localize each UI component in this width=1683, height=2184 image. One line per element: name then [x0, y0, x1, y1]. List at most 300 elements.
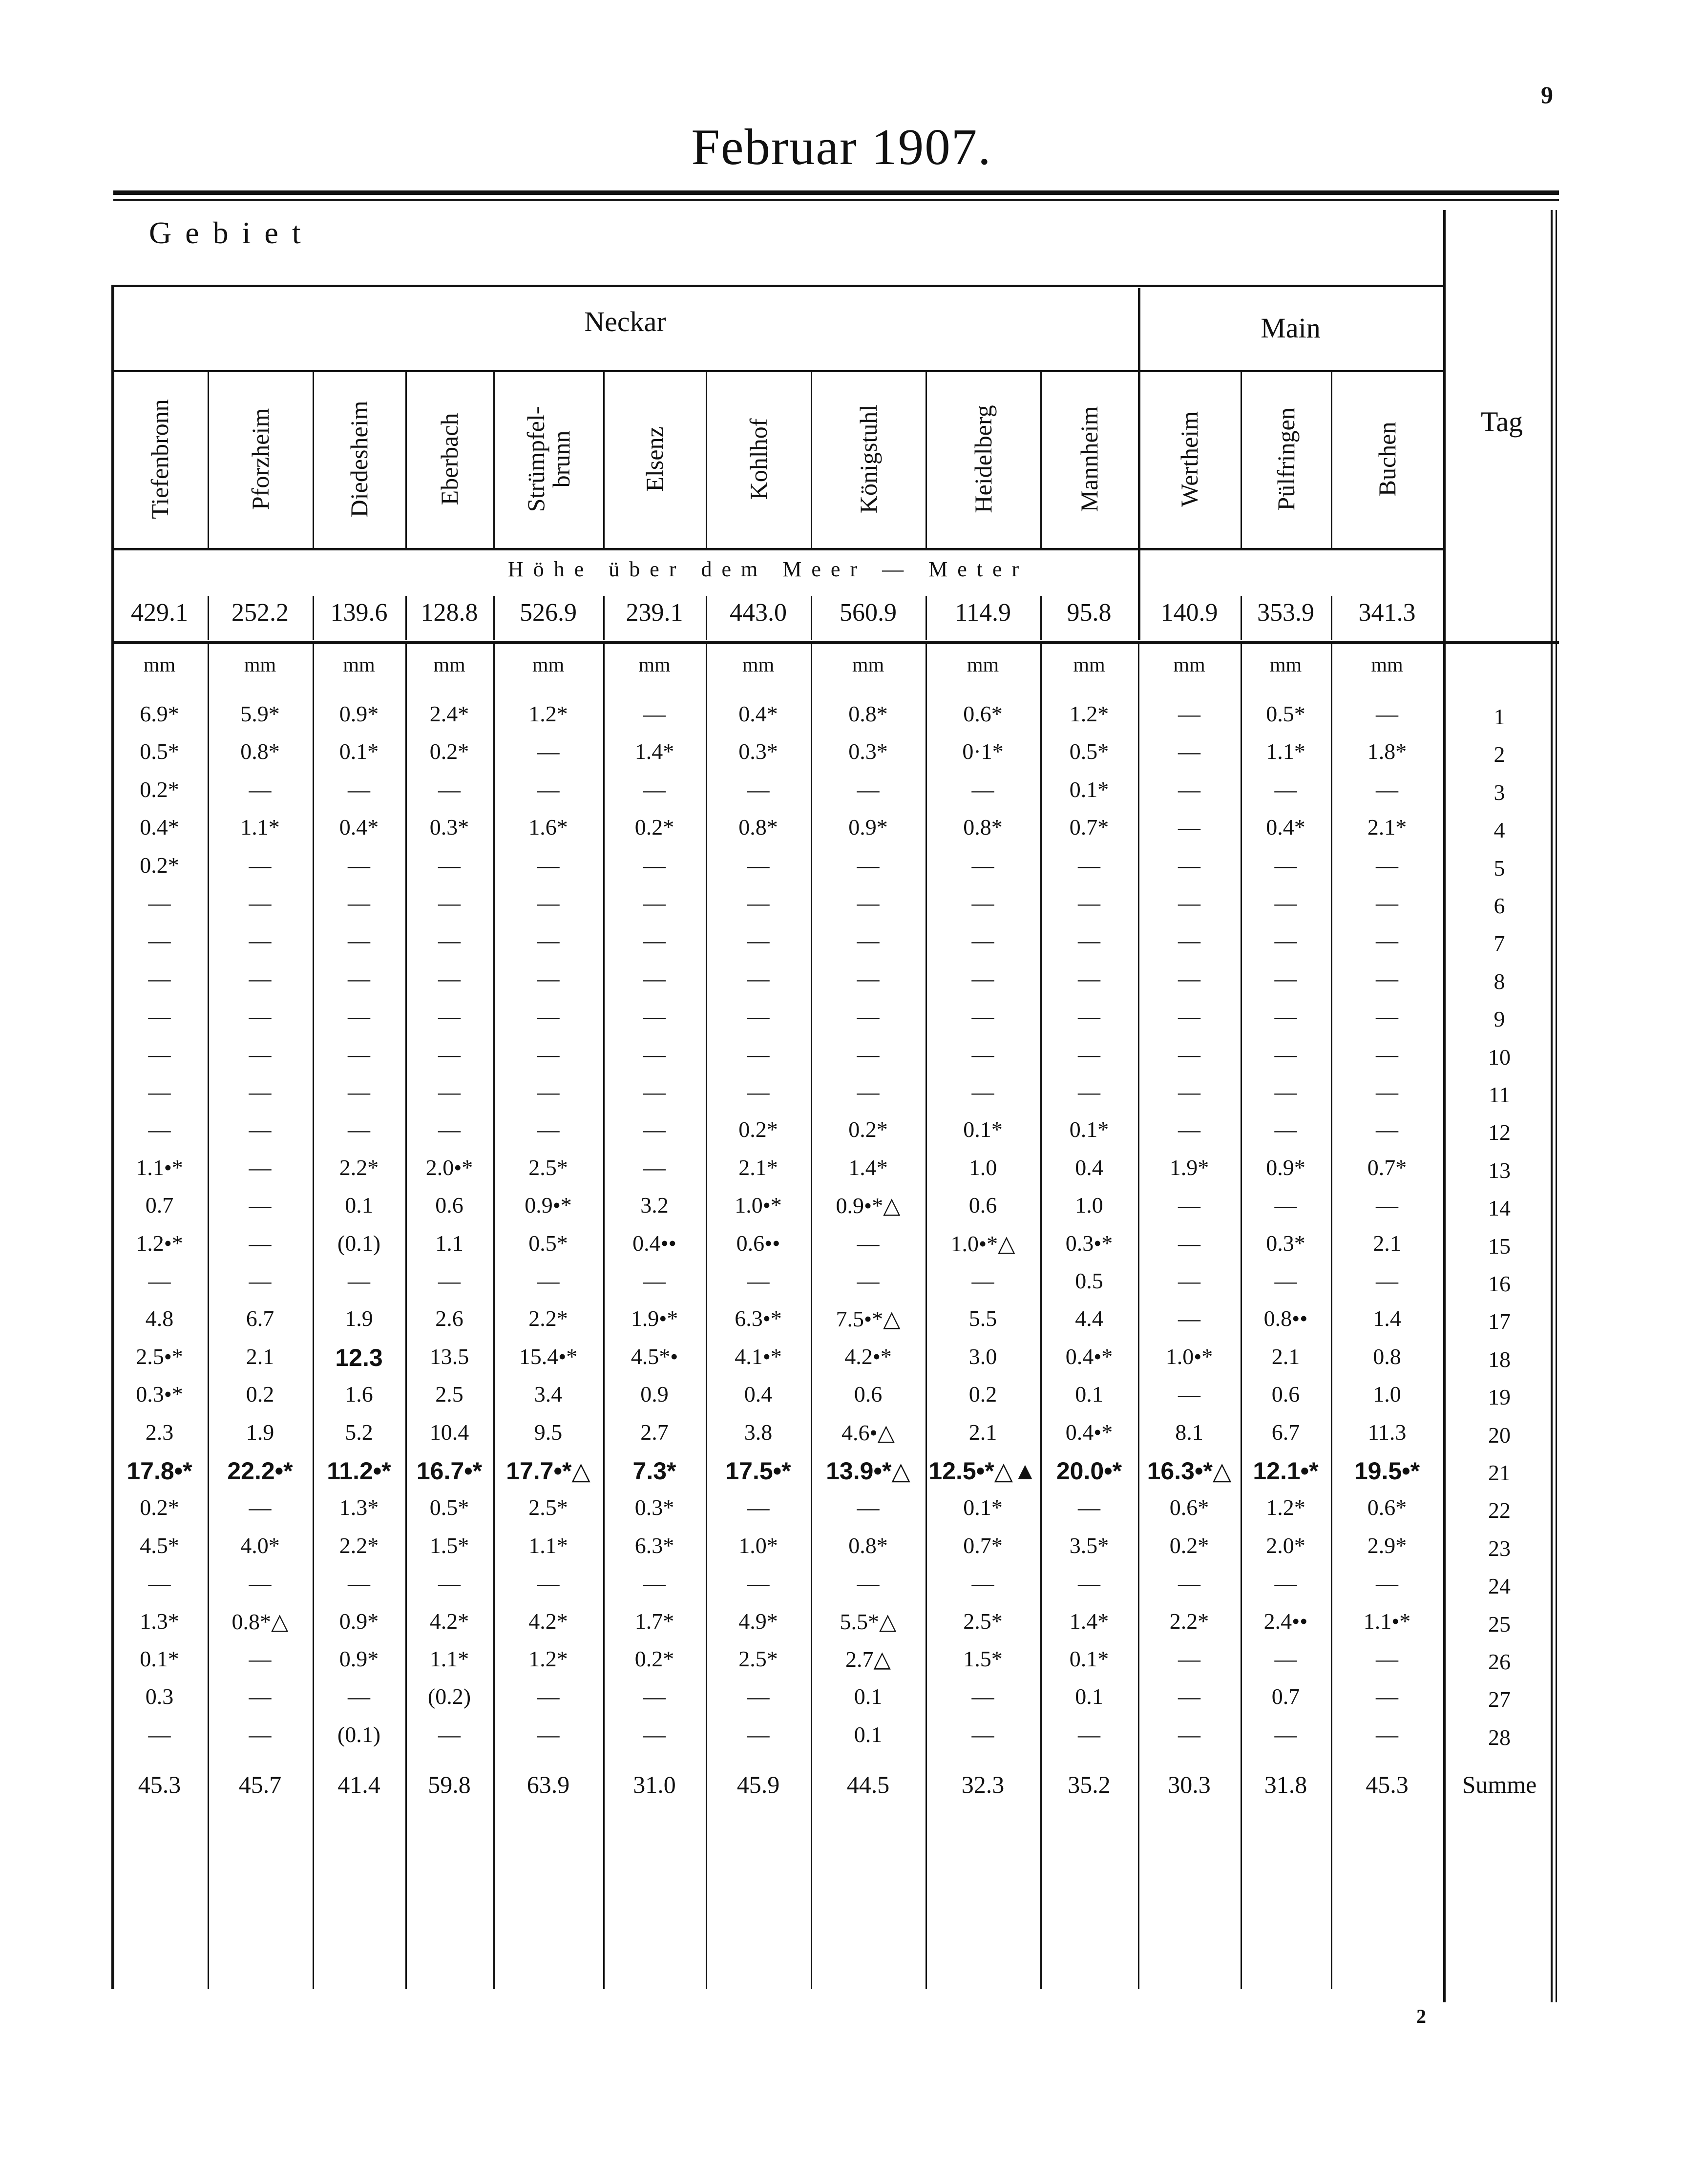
day-number: 8: [1494, 968, 1505, 994]
table-cell: 1.0•*: [1165, 1344, 1213, 1369]
table-cell: 1.8*: [1367, 739, 1407, 764]
table-cell: 2.0*: [1266, 1533, 1305, 1558]
table-cell: —: [857, 890, 880, 915]
table-cell: —: [971, 777, 994, 802]
table-cell: 0.8*: [848, 701, 888, 726]
table-cell: —: [747, 1684, 770, 1709]
station-col-divider: [493, 370, 495, 548]
station-elevation: 128.8: [421, 599, 478, 627]
table-cell: 16.3•*△: [1147, 1457, 1232, 1485]
table-cell: 1.1*: [429, 1646, 469, 1671]
table-cell: 1.2*: [528, 1646, 568, 1671]
table-cell: —: [1178, 1041, 1200, 1067]
table-cell: —: [1078, 1571, 1100, 1596]
table-cell: 0.9*: [339, 701, 379, 726]
table-cell: 0.9*: [848, 815, 888, 840]
table-cell: 0.1: [1075, 1382, 1103, 1407]
table-cell: 13.5: [429, 1344, 469, 1369]
table-cell: 0.7: [1271, 1684, 1300, 1709]
table-cell: —: [537, 928, 560, 953]
table-cell: 2.2*: [1169, 1608, 1209, 1634]
table-cell: —: [1078, 1004, 1100, 1029]
table-cell: 22.2•*: [227, 1457, 293, 1485]
table-cell: 3.8: [744, 1419, 773, 1445]
table-cell: 2.5*: [528, 1155, 568, 1180]
table-cell: 0.6*: [963, 701, 1003, 726]
table-cell: —: [438, 966, 461, 991]
table-cell: 0.8*: [963, 815, 1003, 840]
table-cell: —: [643, 1117, 666, 1142]
table-cell: —: [1078, 1722, 1100, 1747]
table-cell: —: [1274, 1041, 1297, 1067]
table-cell: 2.5*: [738, 1646, 778, 1671]
unit-label: mm: [1173, 654, 1205, 676]
table-cell: —: [249, 1571, 272, 1596]
sum-cell: 45.3: [138, 1771, 181, 1798]
day-number: 23: [1488, 1535, 1511, 1561]
table-cell: —: [1178, 1193, 1200, 1218]
table-cell: 0.3*: [429, 815, 469, 840]
table-cell: —: [971, 1041, 994, 1067]
table-cell: —: [857, 1495, 880, 1520]
day-number: 1: [1494, 704, 1505, 729]
day-number: 27: [1488, 1687, 1511, 1712]
table-cell: 1.6: [345, 1382, 373, 1407]
table-cell: 0.1*: [963, 1495, 1003, 1520]
table-cell: 0.3*: [738, 739, 778, 764]
table-cell: —: [148, 1571, 171, 1596]
table-cell: —: [1178, 1004, 1200, 1029]
page-number: 9: [1541, 81, 1553, 108]
table-cell: 3.5*: [1069, 1533, 1109, 1558]
day-number: 25: [1488, 1611, 1511, 1637]
table-cell: —: [1178, 1306, 1200, 1331]
station-elevation: 560.9: [840, 599, 897, 627]
table-cell: 1.1*: [240, 815, 280, 840]
table-cell: —: [1274, 1079, 1297, 1104]
table-cell: 0.1*: [1069, 1646, 1109, 1671]
table-cell: —: [1376, 701, 1398, 726]
table-cell: 4.2*: [528, 1608, 568, 1634]
table-cell: —: [1376, 1041, 1398, 1067]
table-cell: 2.1: [968, 1419, 997, 1445]
table-cell: 7.5•*△: [836, 1306, 901, 1332]
station-header: Mannheim: [1075, 406, 1103, 512]
table-cell: 1.2*: [1266, 1495, 1305, 1520]
table-cell: —: [643, 1571, 666, 1596]
day-number: 24: [1488, 1574, 1511, 1599]
table-cell: —: [1376, 1646, 1398, 1671]
table-cell: 0.8*: [848, 1533, 888, 1558]
station-col-divider: [208, 370, 209, 548]
table-cell: 4.9*: [738, 1608, 778, 1634]
unit-label: mm: [742, 654, 775, 676]
table-cell: 0.2*: [1169, 1533, 1209, 1558]
height-label: Höhe über dem Meer — Meter: [508, 557, 1029, 581]
table-cell: —: [747, 852, 770, 878]
units-top-rule: [113, 641, 1559, 644]
table-cell: —: [348, 966, 370, 991]
station-header: Heidelberg: [969, 405, 997, 513]
station-elevation: 252.2: [231, 599, 289, 627]
table-cell: 1.1*: [1266, 739, 1305, 764]
table-cell: 1.1: [435, 1230, 463, 1256]
table-cell: —: [643, 852, 666, 878]
table-cell: 11.2•*: [327, 1457, 391, 1485]
table-cell: —: [249, 928, 272, 953]
day-number: 22: [1488, 1498, 1511, 1523]
table-cell: —: [643, 966, 666, 991]
station-elevation: 429.1: [131, 599, 188, 627]
table-cell: —: [643, 928, 666, 953]
table-cell: 2.5•*: [136, 1344, 183, 1369]
table-cell: —: [971, 1571, 994, 1596]
table-cell: 2.4••: [1263, 1608, 1308, 1634]
table-cell: —: [249, 1495, 272, 1520]
day-number: 14: [1488, 1196, 1511, 1221]
table-cell: 17.8•*: [126, 1457, 192, 1485]
table-cell: —: [148, 1041, 171, 1067]
table-cell: 1.0*: [738, 1533, 778, 1558]
table-cell: —: [1274, 1117, 1297, 1142]
table-cell: 1.0•*: [735, 1193, 782, 1218]
table-cell: 0.3•*: [136, 1382, 183, 1407]
table-cell: (0.1): [337, 1722, 381, 1747]
table-cell: —: [971, 966, 994, 991]
table-cell: —: [1178, 852, 1200, 878]
table-cell: —: [148, 1268, 171, 1293]
day-number: 28: [1488, 1724, 1511, 1750]
station-header: Kohlhof: [744, 418, 772, 500]
table-cell: 4.5*•: [631, 1344, 678, 1369]
table-cell: —: [438, 1571, 461, 1596]
table-cell: —: [1178, 1079, 1200, 1104]
table-cell: 0.6: [1271, 1382, 1300, 1407]
table-cell: 0.5*: [528, 1230, 568, 1256]
table-cell: —: [747, 777, 770, 802]
table-cell: —: [747, 1268, 770, 1293]
table-cell: 2.9*: [1367, 1533, 1407, 1558]
table-cell: 20.0•*: [1056, 1457, 1122, 1485]
day-number: 16: [1488, 1271, 1511, 1296]
table-cell: 0.7*: [963, 1533, 1003, 1558]
table-cell: 4.5*: [140, 1533, 179, 1558]
table-cell: 0.2: [246, 1382, 274, 1407]
table-cell: 2.5*: [528, 1495, 568, 1520]
table-cell: 1.4*: [848, 1155, 888, 1180]
table-cell: —: [537, 852, 560, 878]
table-cell: 2.1*: [1367, 815, 1407, 840]
table-cell: 12.1•*: [1253, 1457, 1319, 1485]
table-cell: —: [857, 1041, 880, 1067]
station-header: Pülfringen: [1272, 407, 1300, 511]
table-cell: 4.2•*: [844, 1344, 892, 1369]
table-cell: 1.3*: [140, 1608, 179, 1634]
table-cell: —: [348, 928, 370, 953]
station-header: Eberbach: [436, 413, 463, 505]
table-cell: 4.2*: [429, 1608, 469, 1634]
day-number: 21: [1488, 1460, 1511, 1485]
table-cell: 2.6: [435, 1306, 463, 1331]
table-cell: —: [1376, 966, 1398, 991]
table-cell: —: [1376, 1722, 1398, 1747]
table-cell: 3.2: [640, 1193, 669, 1218]
table-cell: —: [1178, 1117, 1200, 1142]
table-cell: —: [537, 1684, 560, 1709]
station-header: Diedesheim: [345, 400, 373, 518]
table-cell: 5.5: [968, 1306, 997, 1331]
group-main-label: Main: [1261, 312, 1321, 344]
station-header: Elsenz: [641, 426, 668, 492]
table-cell: 0.6: [968, 1193, 997, 1218]
table-cell: —: [537, 1117, 560, 1142]
table-cell: —: [249, 1230, 272, 1256]
table-cell: —: [1078, 852, 1100, 878]
sum-cell: 45.3: [1366, 1771, 1409, 1798]
table-cell: —: [348, 1041, 370, 1067]
station-col-divider: [706, 370, 707, 548]
table-cell: 2.1: [1373, 1230, 1401, 1256]
table-cell: 0.2*: [634, 815, 674, 840]
table-cell: 0.9*: [339, 1646, 379, 1671]
table-cell: —: [1178, 701, 1200, 726]
table-cell: 2.4*: [429, 701, 469, 726]
table-cell: 2.5: [435, 1382, 463, 1407]
day-number: 15: [1488, 1233, 1511, 1259]
sum-cell: 32.3: [961, 1771, 1005, 1798]
station-col-divider: [1241, 370, 1242, 548]
table-cell: —: [438, 1722, 461, 1747]
table-cell: —: [249, 1004, 272, 1029]
table-cell: —: [1274, 928, 1297, 953]
station-col-divider: [405, 370, 407, 548]
table-cell: 4.6•△: [842, 1420, 895, 1445]
table-cell: 1.6*: [528, 815, 568, 840]
table-cell: —: [1376, 928, 1398, 953]
table-cell: —: [971, 852, 994, 878]
table-cell: 6.7: [1271, 1419, 1300, 1445]
table-cell: 0.5*: [429, 1495, 469, 1520]
station-elevation: 95.8: [1067, 599, 1112, 627]
table-cell: 12.3: [335, 1344, 383, 1371]
table-cell: —: [249, 1041, 272, 1067]
sum-cell: 44.5: [846, 1771, 890, 1798]
table-cell: 4.0*: [240, 1533, 280, 1558]
table-cell: 0.3*: [1266, 1230, 1305, 1256]
table-cell: —: [1078, 890, 1100, 915]
table-cell: —: [249, 1117, 272, 1142]
table-cell: 0.2*: [140, 1495, 179, 1520]
table-cell: —: [1376, 1193, 1398, 1218]
table-cell: —: [1078, 928, 1100, 953]
table-cell: —: [1178, 1571, 1200, 1596]
table-cell: —: [1078, 1041, 1100, 1067]
table-cell: —: [643, 1041, 666, 1067]
unit-label: mm: [143, 654, 176, 676]
table-cell: 0.4•*: [1065, 1419, 1113, 1445]
table-cell: —: [1178, 1230, 1200, 1256]
station-elevation: 239.1: [626, 599, 683, 627]
sum-label: Summe: [1462, 1771, 1537, 1798]
table-cell: —: [1274, 1722, 1297, 1747]
station-elevation: 140.9: [1160, 599, 1218, 627]
table-cell: —: [348, 852, 370, 878]
table-cell: —: [1376, 777, 1398, 802]
sum-cell: 41.4: [337, 1771, 380, 1798]
table-cell: 0.2*: [848, 1117, 888, 1142]
footer-mark: 2: [1416, 2005, 1426, 2027]
table-cell: —: [857, 928, 880, 953]
table-cell: 1.0: [1373, 1382, 1401, 1407]
table-cell: —: [148, 928, 171, 953]
table-cell: 0.1*: [140, 1646, 179, 1671]
table-cell: —: [537, 1722, 560, 1747]
group-top-rule: [113, 285, 1444, 287]
sum-cell: 45.9: [736, 1771, 780, 1798]
unit-label: mm: [967, 654, 999, 676]
table-cell: 0.4•*: [1065, 1344, 1113, 1369]
table-cell: 11.3: [1367, 1419, 1407, 1445]
table-cell: —: [857, 1230, 880, 1256]
sum-cell: 35.2: [1068, 1771, 1111, 1798]
table-cell: —: [643, 1079, 666, 1104]
table-cell: 1.2•*: [136, 1230, 183, 1256]
table-cell: —: [747, 1571, 770, 1596]
table-cell: —: [1178, 777, 1200, 802]
table-cell: —: [857, 852, 880, 878]
table-cell: —: [1274, 1004, 1297, 1029]
day-number: 3: [1494, 779, 1505, 805]
table-cell: 4.8: [145, 1306, 174, 1331]
table-cell: 13.9•*△: [826, 1457, 910, 1485]
table-cell: —: [537, 1041, 560, 1067]
table-cell: —: [747, 1004, 770, 1029]
table-cell: 0.6: [854, 1382, 883, 1407]
station-elevation: 526.9: [520, 599, 577, 627]
table-cell: 2.2*: [528, 1306, 568, 1331]
unit-label: mm: [433, 654, 465, 676]
station-col-divider: [1138, 370, 1139, 548]
table-cell: 6.3•*: [735, 1306, 782, 1331]
table-cell: 1.9*: [1169, 1155, 1209, 1180]
table-cell: —: [747, 890, 770, 915]
table-cell: —: [1376, 890, 1398, 915]
table-cell: 15.4•*: [519, 1344, 578, 1369]
table-cell: 12.5•*△▲: [928, 1457, 1037, 1485]
table-cell: 3.4: [534, 1382, 563, 1407]
table-cell: 0.1: [1075, 1684, 1103, 1709]
table-cell: —: [249, 777, 272, 802]
table-cell: 0.7*: [1367, 1155, 1407, 1180]
table-cell: 0·1*: [962, 739, 1004, 764]
table-cell: 1.2*: [1069, 701, 1109, 726]
sum-cell: 31.8: [1264, 1771, 1307, 1798]
table-cell: 17.7•*△: [506, 1457, 590, 1485]
table-cell: —: [148, 1079, 171, 1104]
day-number: 4: [1494, 818, 1505, 843]
table-cell: —: [438, 890, 461, 915]
table-cell: 3.0: [968, 1344, 997, 1369]
top-double-rule: [113, 190, 1559, 195]
station-header: Tiefenbronn: [146, 399, 173, 519]
table-cell: 6.3*: [634, 1533, 674, 1558]
station-elevation: 353.9: [1257, 599, 1314, 627]
table-cell: 5.9*: [240, 701, 280, 726]
table-cell: 0.3*: [634, 1495, 674, 1520]
table-cell: 0.9•*: [525, 1193, 572, 1218]
table-cell: 16.7•*: [416, 1457, 483, 1485]
table-cell: —: [643, 701, 666, 726]
table-cell: 0.2*: [429, 739, 469, 764]
table-cell: —: [438, 1117, 461, 1142]
table-cell: 0.1: [854, 1722, 883, 1747]
table-cell: 0.6*: [1169, 1495, 1209, 1520]
table-cell: 1.0: [1075, 1193, 1103, 1218]
table-cell: —: [971, 1004, 994, 1029]
table-cell: 0.5*: [1266, 701, 1305, 726]
table-cell: 1.5*: [429, 1533, 469, 1558]
table-cell: —: [249, 852, 272, 878]
table-cell: 0.8*△: [231, 1609, 289, 1634]
table-cell: —: [857, 1571, 880, 1596]
day-number: 2: [1494, 742, 1505, 767]
sum-cell: 30.3: [1168, 1771, 1211, 1798]
table-cell: —: [1178, 1268, 1200, 1293]
table-cell: —: [643, 1722, 666, 1747]
day-number: 11: [1488, 1082, 1511, 1107]
table-cell: 0.3: [145, 1684, 174, 1709]
table-cell: 7.3*: [632, 1457, 676, 1485]
table-cell: 6.7: [246, 1306, 274, 1331]
table-cell: —: [1178, 1646, 1200, 1671]
table-cell: 1.4*: [1069, 1608, 1109, 1634]
table-cell: —: [1274, 852, 1297, 878]
table-cell: —: [857, 1268, 880, 1293]
day-number: 19: [1488, 1385, 1511, 1410]
table-cell: —: [971, 1722, 994, 1747]
table-cell: 0.5*: [140, 739, 179, 764]
table-cell: —: [537, 1571, 560, 1596]
table-cell: 0.7*: [1069, 815, 1109, 840]
table-cell: —: [348, 1004, 370, 1029]
table-right-outer-rule: [1556, 210, 1557, 2002]
day-number: 9: [1494, 1007, 1505, 1032]
table-cell: —: [348, 1117, 370, 1142]
station-elevation: 341.3: [1358, 599, 1416, 627]
station-header: Pforzheim: [246, 408, 274, 510]
day-number: 13: [1488, 1157, 1511, 1183]
tag-column-header: Tag: [1480, 406, 1523, 438]
station-header: Buchen: [1373, 421, 1401, 497]
day-number: 7: [1494, 931, 1505, 956]
table-cell: —: [249, 1722, 272, 1747]
table-cell: —: [1376, 1268, 1398, 1293]
table-cell: 1.9•*: [631, 1306, 678, 1331]
table-cell: 0.5: [1075, 1268, 1103, 1293]
table-cell: 0.1: [345, 1193, 373, 1218]
table-cell: —: [348, 1684, 370, 1709]
table-cell: 0.4*: [140, 815, 179, 840]
table-cell: —: [438, 1079, 461, 1104]
table-cell: 0.8••: [1263, 1306, 1308, 1331]
table-cell: 1.2*: [528, 701, 568, 726]
table-cell: —: [348, 1079, 370, 1104]
table-cell: 10.4: [429, 1419, 469, 1445]
group-neckar-label: Neckar: [584, 306, 666, 337]
table-cell: —: [1178, 1382, 1200, 1407]
table-cell: —: [348, 777, 370, 802]
table-cell: 0.6*: [1367, 1495, 1407, 1520]
